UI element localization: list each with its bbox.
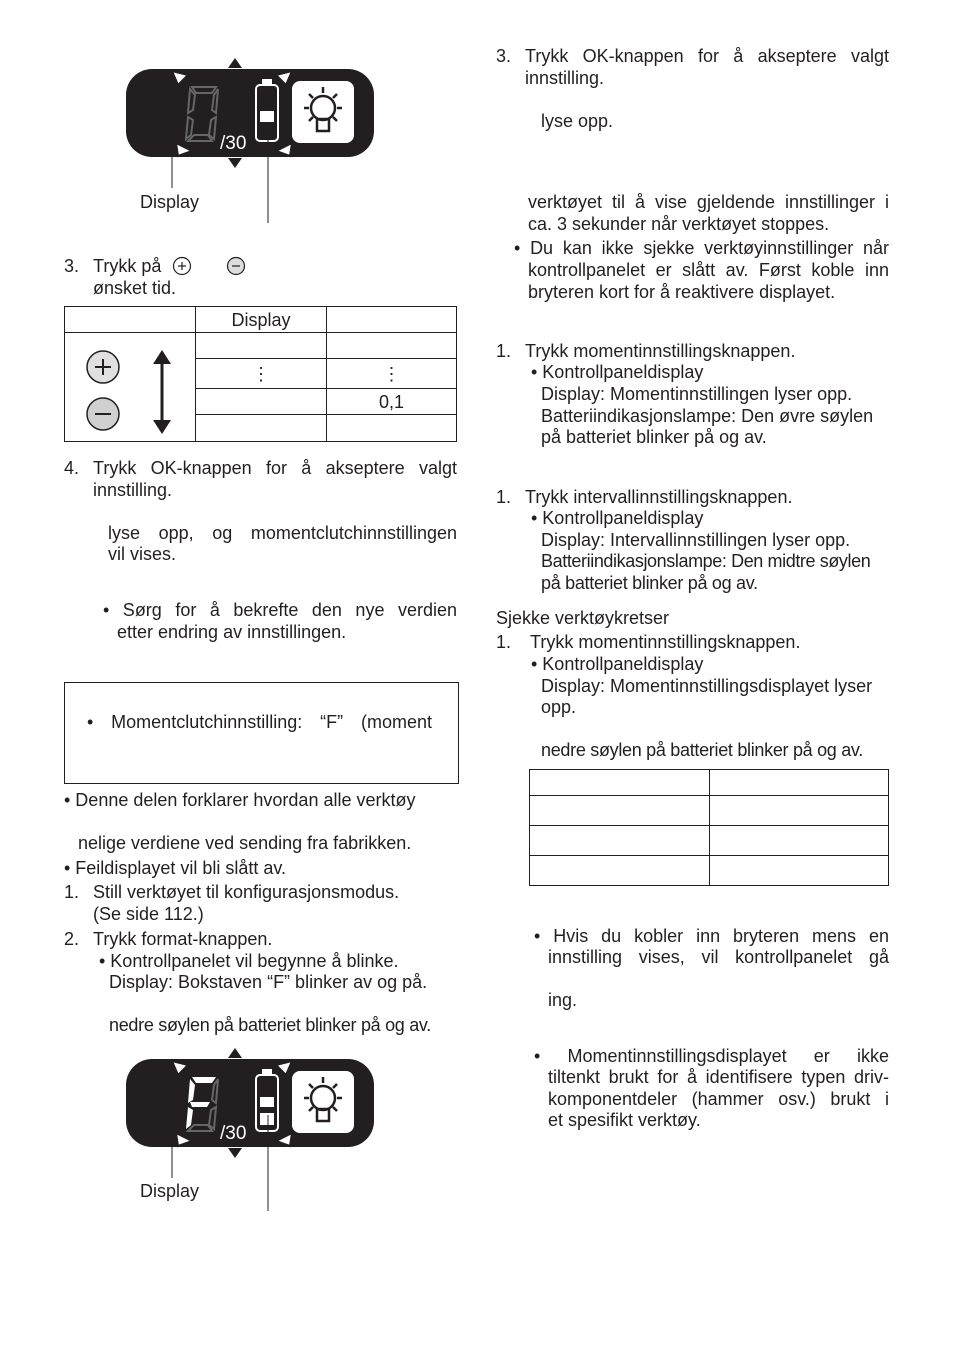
r-interval-line5: på batteriet blinker på og av. bbox=[541, 573, 758, 593]
r-step3-number: 3. bbox=[496, 46, 512, 66]
r-moment-line1: Trykk momentinnstillingsknappen. bbox=[525, 341, 796, 361]
text-nedre-soylen: nedre søylen på batteriet blinker på og av. bbox=[109, 1015, 431, 1035]
table-header-display: Display bbox=[196, 307, 327, 333]
light-icon bbox=[292, 81, 354, 143]
table-cell: ⋮ bbox=[327, 359, 457, 389]
bullet-sorg-line1: • Sørg for å bekrefte den nye verdien bbox=[103, 600, 457, 620]
r-check-line3: Display: Momentinnstillingsdisplayet lyser bbox=[541, 676, 873, 696]
text-vil-vises: vil vises. bbox=[108, 544, 177, 564]
note-box bbox=[64, 682, 459, 784]
r-interval-line4: Batteriindikasjonslampe: Den midtre søylen bbox=[541, 551, 871, 571]
arrow-down-icon bbox=[228, 158, 242, 168]
step2-line2: • Kontrollpanelet vil begynne å blinke. bbox=[99, 951, 399, 971]
step3-line1: Trykk på bbox=[93, 256, 162, 276]
plus-minus-buttons-icon bbox=[82, 346, 182, 436]
arrow-up-icon bbox=[228, 1048, 242, 1058]
digit-unit: /30 bbox=[220, 1123, 247, 1144]
bullet-denne-delen: • Denne delen forklarer hvordan alle verktøy bbox=[64, 790, 416, 810]
r-step3-line2: innstilling. bbox=[525, 68, 605, 88]
r-bullet-hvis-1: • Hvis du kobler inn bryteren mens en bbox=[534, 926, 889, 946]
r-bullet-mom-4: et spesifikt verktøy. bbox=[548, 1110, 701, 1130]
r-bullet-hvis-2: innstilling vises, vil kontrollpanelet gå bbox=[548, 947, 889, 967]
note-box-text: • Momentclutchinnstilling: “F” (moment bbox=[87, 712, 432, 732]
bullet-feildisplay: • Feildisplayet vil bli slått av. bbox=[64, 858, 287, 878]
r-check-number: 1. bbox=[496, 632, 512, 652]
r-text-verktoy-2: ca. 3 sekunder når verktøyet stoppes. bbox=[528, 214, 830, 234]
r-bullet-mom-2: tiltenkt brukt for å identifisere typen driv- bbox=[548, 1067, 889, 1087]
r-interval-line2: • Kontrollpaneldisplay bbox=[531, 508, 704, 528]
step4-number: 4. bbox=[64, 458, 80, 478]
step1-line2: (Se side 112.) bbox=[93, 904, 204, 924]
step1-number: 1. bbox=[64, 882, 80, 902]
display-caption-2: Display bbox=[140, 1181, 200, 1201]
digit-unit: /30 bbox=[220, 133, 247, 154]
r-moment-number: 1. bbox=[496, 341, 512, 361]
r-heading-sjekke: Sjekke verktøykretser bbox=[496, 608, 670, 628]
bullet-sorg-line2: etter endring av innstillingen. bbox=[117, 622, 347, 642]
table-cell: 0,1 bbox=[327, 389, 457, 415]
r-moment-line5: på batteriet blinker på og av. bbox=[541, 427, 767, 447]
text-nelige: nelige verdiene ved sending fra fabrikken. bbox=[78, 833, 412, 853]
arrow-down-icon bbox=[228, 1148, 242, 1158]
step1-line1: Still verktøyet til konfigurasjonsmodus. bbox=[93, 882, 400, 902]
r-interval-line1: Trykk intervallinnstillingsknappen. bbox=[525, 487, 793, 507]
r-step3-line1: Trykk OK-knappen for å akseptere valgt bbox=[525, 46, 889, 66]
plus-icon bbox=[172, 256, 192, 276]
step3-number: 3. bbox=[64, 256, 80, 276]
setting-table bbox=[64, 306, 457, 441]
r-bullet-du-3: bryteren kort for å reaktivere displayet. bbox=[528, 282, 836, 302]
r-moment-line2: • Kontrollpaneldisplay bbox=[531, 362, 704, 382]
r-moment-line3: Display: Momentinnstillingen lyser opp. bbox=[541, 384, 853, 404]
text-lyse-opp: lyse opp, og momentclutchinnstillingen bbox=[108, 523, 457, 543]
step2-line1: Trykk format-knappen. bbox=[93, 929, 273, 949]
r-interval-number: 1. bbox=[496, 487, 512, 507]
table-cell: ⋮ bbox=[196, 359, 327, 389]
r-interval-line3: Display: Intervallinnstillingen lyser opp. bbox=[541, 530, 851, 550]
r-check-line4: opp. bbox=[541, 697, 577, 717]
step4-line1: Trykk OK-knappen for å akseptere valgt bbox=[93, 458, 457, 478]
step4-line2: innstilling. bbox=[93, 480, 173, 500]
step2-number: 2. bbox=[64, 929, 80, 949]
display-caption-1: Display bbox=[140, 192, 200, 212]
light-icon bbox=[292, 1071, 354, 1133]
minus-icon bbox=[226, 256, 246, 276]
r-text-lyse-opp: lyse opp. bbox=[541, 111, 614, 131]
r-check-line2: • Kontrollpaneldisplay bbox=[531, 654, 704, 674]
check-table bbox=[529, 769, 889, 886]
step3-line2: ønsket tid. bbox=[93, 278, 177, 298]
r-bullet-mom-1: • Momentinnstillingsdisplayet er ikke bbox=[534, 1046, 889, 1066]
r-bullet-mom-3: komponentdeler (hammer osv.) brukt i bbox=[548, 1089, 889, 1109]
r-bullet-du-2: kontrollpanelet er slått av. Først koble inn bbox=[528, 260, 889, 280]
r-text-verktoy-1: verktøyet til å vise gjeldende innstillinger i bbox=[528, 192, 889, 212]
r-bullet-du-1: • Du kan ikke sjekke verktøyinnstillinger når bbox=[514, 238, 889, 258]
r-check-line1: Trykk momentinnstillingsknappen. bbox=[530, 632, 801, 652]
arrow-up-icon bbox=[228, 58, 242, 68]
r-text-nedre: nedre søylen på batteriet blinker på og av. bbox=[541, 740, 863, 760]
r-text-ing: ing. bbox=[548, 990, 578, 1010]
step2-line3: Display: Bokstaven “F” blinker av og på. bbox=[109, 972, 428, 992]
r-moment-line4: Batteriindikasjonslampe: Den øvre søylen bbox=[541, 406, 874, 426]
